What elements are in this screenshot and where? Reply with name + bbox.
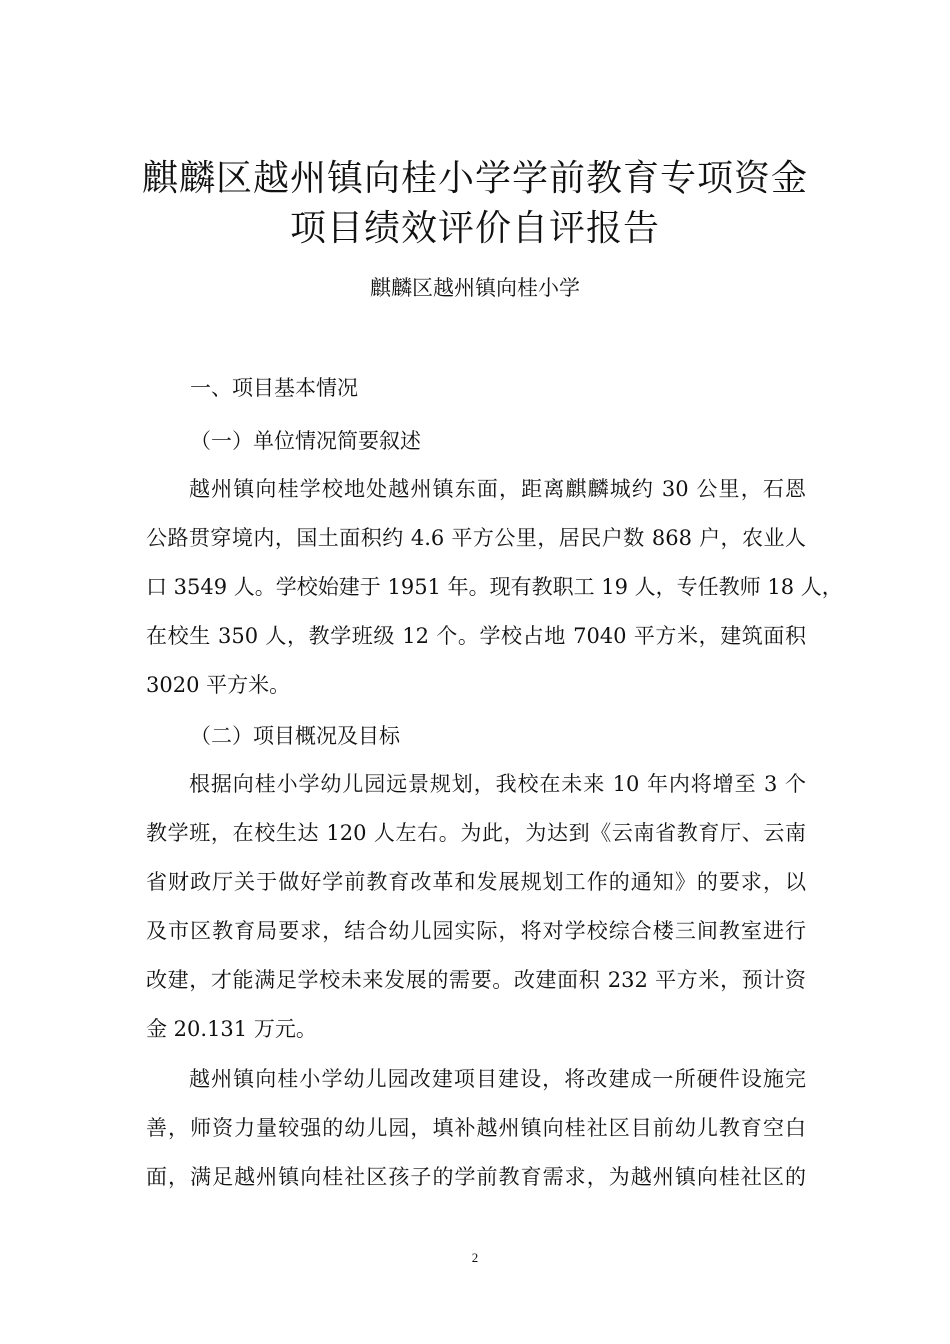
paragraph-line: 改建，才能满足学校未来发展的需要。改建面积 232 平方米，预计资 xyxy=(146,968,806,992)
paragraph-line: 省财政厅关于做好学前教育改革和发展规划工作的通知》的要求，以 xyxy=(146,870,806,894)
section-heading-1: 一、项目基本情况 xyxy=(190,376,358,400)
document-subtitle: 麒麟区越州镇向桂小学 xyxy=(370,276,580,300)
subsection-heading-1: （一）单位情况简要叙述 xyxy=(190,429,421,453)
document-title-line-1: 麒麟区越州镇向桂小学学前教育专项资金 xyxy=(141,158,808,199)
paragraph-line: 教学班，在校生达 120 人左右。为此，为达到《云南省教育厅、云南 xyxy=(146,821,806,845)
paragraph-line: 口 3549 人。学校始建于 1951 年。现有教职工 19 人，专任教师 18 人， xyxy=(146,575,843,599)
document-title-line-2: 项目绩效评价自评报告 xyxy=(289,208,660,249)
page-number: 2 xyxy=(471,1250,479,1265)
paragraph-line: 3020 平方米。 xyxy=(146,673,291,697)
paragraph-line: 越州镇向桂小学幼儿园改建项目建设，将改建成一所硬件设施完 xyxy=(189,1067,806,1091)
paragraph-line: 越州镇向桂学校地处越州镇东面，距离麒麟城约 30 公里，石恩 xyxy=(189,477,806,501)
subsection-heading-2: （二）项目概况及目标 xyxy=(190,724,400,748)
paragraph-line: 及市区教育局要求，结合幼儿园实际，将对学校综合楼三间教室进行 xyxy=(146,919,806,943)
paragraph-line: 面，满足越州镇向桂社区孩子的学前教育需求，为越州镇向桂社区的 xyxy=(146,1165,806,1189)
paragraph-unit-overview xyxy=(146,465,843,710)
paragraph-project-overview xyxy=(146,760,806,1054)
paragraph-line: 在校生 350 人，教学班级 12 个。学校占地 7040 平方米，建筑面积 xyxy=(146,624,806,648)
paragraph-project-goal xyxy=(146,1055,806,1202)
paragraph-line: 根据向桂小学幼儿园远景规划，我校在未来 10 年内将增至 3 个 xyxy=(189,772,806,796)
paragraph-line: 善，师资力量较强的幼儿园，填补越州镇向桂社区目前幼儿教育空白 xyxy=(146,1116,806,1140)
paragraph-line: 公路贯穿境内，国土面积约 4.6 平方公里，居民户数 868 户，农业人 xyxy=(146,526,806,550)
paragraph-line: 金 20.131 万元。 xyxy=(146,1017,317,1041)
